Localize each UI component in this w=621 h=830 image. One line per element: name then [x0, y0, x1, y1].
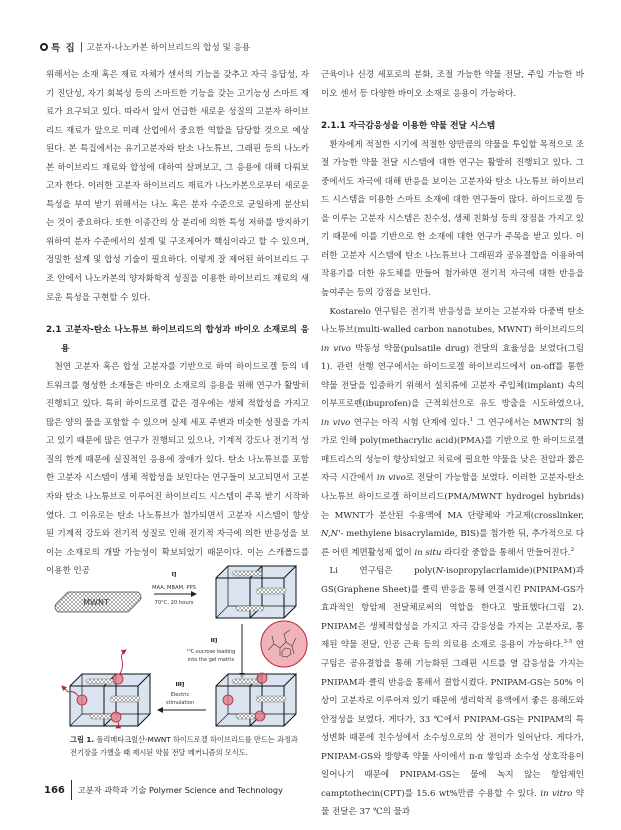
text-run: 그 연구에서는 MWNT의 첨가로 인해 poly(methacrylic acid)(PMA)를 기반으로 한 하이드로겔 매트리스의 성능이 향상되었고 치료에 필요한 약물을 낮은 전압과 짧은 자극 시간에서: [321, 417, 584, 484]
figure-1-diagram: [46, 562, 309, 730]
text-run: Kostarelo 연구팀은 전기적 반응성을 보이는 고분자와 다중벽 탄소 나노튜브(multi-walled carbon nanotubes, MWNT) 하이브리드의: [321, 306, 584, 336]
italic-term: in vivo: [321, 343, 351, 354]
mwnt-tube: [55, 592, 141, 612]
figure-caption: [70, 733, 306, 759]
paragraph-li: [321, 562, 584, 822]
drug-circle: [77, 695, 87, 705]
text-run: 연구는 아직 시험 단계에 있다.: [350, 417, 470, 428]
paragraph: 환자에게 적절한 시기에 적절한 양만큼의 약물을 투입할 목적으로 조절 가능한 약물 전달 시스템에 대한 연구는 활발히 진행되고 있다. 그 중에서도 자극에 대해 반응을 보이는 고분자와 탄소 나노튜브 하이브리드 시스템을 이용한 스마트 소재에 대한 연구들이 많다. 하이드로겔 등을 이루는 고분자 시스템은 친수성, 생체 친화성 등의 장점을 가지고 있기 때문에 이를 기반으로 한 소재에 대한 연구가 주목을 받고 있다. 이러한 고분자 시스템에 탄소 나노튜브나 그래핀과 공유결합을 이용하여 작용기를 더한 유도체를 만들어 첨가하면 전기적 자극에 대한 반응을 높여주는 등의 강점을 보인다.: [321, 139, 584, 299]
sucrose-molecule: [261, 621, 307, 667]
text-run: 약물 전달은 37 ℃의 물과: [321, 788, 584, 818]
right-column: [321, 66, 584, 822]
reference-superscript: 3-5: [563, 639, 573, 646]
italic-term: in vivo: [376, 473, 406, 484]
page-number: 166: [44, 784, 65, 796]
reference-superscript: 1: [469, 417, 474, 423]
step1-number: I]: [171, 572, 177, 578]
caption-label: 그림 1.: [70, 735, 95, 744]
step2-line2: into the gel matrix: [187, 657, 235, 663]
hydrogel-cube: [216, 566, 296, 618]
paragraph: 위해서는 소재 혹은 재료 자체가 센서의 기능을 갖추고 자극 응답성, 자기 진단성, 자기 회복성 등의 스마트한 기능을 갖는 고기능성 스마트 재료가 요구되고 있다. 따라서 앞서 언급한 새로운 성질의 고분자 하이브리드 재료가 앞으로 미래 산업에서 중요한 역할을 담당할 것으로 예상된다. 본 특집에서는 유기고분자와 탄소 나노튜브, 그래핀 등의 나노카본 하이브리드 재료와 합성에 대하여 살펴보고, 그 응용에 대해 다뤄보고자 한다. 이러한 고분자 하이브리드 재료가 나노카본으로부터 새로운 특성을 부여 받기 위해서는 나노 혹은 분자 수준으로 균일하게 분산되는 것이 중요하다. 또한 이종간의 상 분리에 의한 특성 저하를 방지하기 위하여 분자 수준에서의 설계 및 구조제어가 핵심이라고 할 수 있으며, 정밀한 설계 및 합성 기술이 필요하다. 이렇게 잘 제어된 하이브리드 구조 안에서 나노카본의 양자화학적 성질을 이용한 하이브리드 재료의 새로운 특성을 구현할 수 있다.: [46, 70, 309, 303]
reference-superscript: 2: [570, 546, 575, 553]
section-heading-2-1: 2.1 고분자-탄소 나노튜브 하이브리드의 합성과 바이오 소재로의 응용: [46, 325, 309, 354]
text-run: Li 연구팀은 poly(: [329, 566, 436, 577]
section-bullet-icon: [40, 43, 48, 51]
step3-number: III]: [175, 682, 185, 688]
section-heading-2-1-1: 2.1.1 자극감응성을 이용한 약물 전달 시스템: [321, 121, 496, 132]
italic-term: in vivo: [321, 417, 351, 428]
step2-number: II]: [210, 638, 218, 644]
drug-circle: [257, 673, 267, 683]
step1-conditions: 70°C, 20 hours: [154, 600, 194, 606]
text-run: 연구팀은 공유결합을 통해 기능화된 그래핀 시트를 열 감응성을 가지는 PNIPAM과 클릭 반응을 통해서 결합시켰다. PNIPAM-GS는 50% 이상이 고분자로 이루어져 있기 때문에 생리학적 용액에서 좋은 용해도와 안정성을 보였다. 게다가, 33 ℃에서 PNIPAM-GS는 PNIPAM의 특성변화 때문에 친수성에서 소수성으로의 상 전이가 일어난다. 게다가, PNIPAM-GS와 방향족 약물 사이에서 π-π 쌓임과 소수성 상호작용이 일어나기 때문에 PNIPAM-GS는 물에 녹지 않는 항암제인 camptothecin(CPT)를 15.6 wt%만큼 수용할 수 있다.: [321, 640, 584, 799]
paragraph: 근육이나 신경 세포로의 분화, 조절 가능한 약물 전달, 주입 가능한 바이오 센서 등 다양한 바이오 소재로 응용이 가능하다.: [321, 70, 584, 99]
drug-circle: [111, 712, 121, 722]
left-column: [46, 66, 309, 581]
text-run: - methylene bisacrylamide, BIS)를 첨가한 뒤, 추가적으로 다른 어떤 계면활성제 없이: [321, 529, 584, 558]
journal-name: 고분자 과학과 기술 Polymer Science and Technology: [77, 784, 283, 795]
drug-circle: [113, 674, 123, 684]
section-label: 특 집: [51, 43, 76, 54]
drug-circle: [255, 711, 265, 721]
italic-term: N: [435, 566, 444, 577]
step1-reagents: MAA, MBAM, PPS: [152, 585, 196, 591]
mwnt-label: MWNT: [83, 598, 109, 607]
text-run: 라디칼 중합을 통해서 만들어진다.: [441, 547, 571, 558]
step3-line1: Electric: [170, 692, 190, 698]
header-title: 고분자-나노카본 하이브리드의 합성 및 응용: [86, 43, 251, 53]
drug-circle: [223, 695, 233, 705]
italic-term: in situ: [414, 547, 442, 558]
page-footer: [44, 780, 283, 800]
step3-line2: stimulation: [165, 700, 195, 706]
italic-term: in vitro: [540, 788, 573, 799]
running-header: [40, 40, 250, 54]
italic-term: N,N': [321, 529, 341, 540]
text-run: 로 전달이 가능함을 보였다. 이러한 고분자-탄소 나노튜브 하이드로겔 하이브리드(PMA/MWNT hydrogel hybrids)는 MWNT가 분산된 수용액에 MA 단량체와 가교제(crosslinker,: [321, 473, 584, 521]
text-run: 박동성 약물(pulsatile drug) 전달의 효율성을 보였다(그림 1). 관련 선행 연구에서는 하이드로겔 하이브리드에서 on-off를 통한 약물 전달을 입증하기 위해서 설치류에 고분자 주입체(implant) 속의 이부프로펜(ibuprofen)을 근적외선으로 유도 방출을 시도하였으나,: [321, 343, 585, 410]
text-run: -isopropylacrlamide)(PNIPAM)과 GS(Graphene Sheet)를 클릭 반응을 통해 연결시킨 PNIPAM-GS가 효과적인 항암제 전달체로써의 역할을 한다고 발표했다(그림 2). PNIPAM은 생체적합성을 가지고 자극 감응성을 가지는 고분자로, 통제된 약물 전달, 인공 근육 등의 의료용 소재로 응용이 가능하다.: [321, 566, 584, 651]
header-divider: [81, 42, 82, 52]
caption-text: 폴리메타크릴산-MWNT 하이드로겔 하이브리드를 만드는 과정과 전기장을 가했을 때 제시된 약물 전달 메커니즘의 모식도.: [70, 735, 298, 757]
release-arrow-icon: [120, 650, 126, 674]
step2-line1: ¹⁴C-sucrose loading: [186, 649, 236, 655]
paragraph-kostarelo: [321, 303, 584, 563]
paragraph: 천연 고분자 혹은 합성 고분자를 기반으로 하여 하이드로겔 등의 네트워크를 형성한 소재들은 바이오 소재로의 응용을 위해 연구가 활발히 진행되고 있다. 특히 하이드로겔 같은 경우에는 생체 적합성을 가지고 많은 양의 물을 포함할 수 있으며 실제 세포 주변과 비슷한 성질을 가지고 있기 때문에 많은 연구가 진행되고 있으나, 기계적 강도나 전기적 성질의 한계 때문에 실질적인 응용에 장애가 있다. 탄소 나노튜브를 포함한 고분자 시스템이 생체 적합성을 보인다는 연구들이 보고되면서 고분자와 탄소 나노튜브로 이루어진 하이브리드 시스템이 주목 받기 시작하였다. 그 이유로는 탄소 나노튜브가 첨가되면서 고분자 시스템이 향상된 기계적 강도와 전기적 성질로 인해 전기적 자극에 의한 반응성을 보이는 소재로의 개발 가능성이 확보되었기 때문이다. 이는 스캐폴드를 이용한 인공: [46, 362, 309, 577]
footer-divider: [71, 780, 72, 800]
